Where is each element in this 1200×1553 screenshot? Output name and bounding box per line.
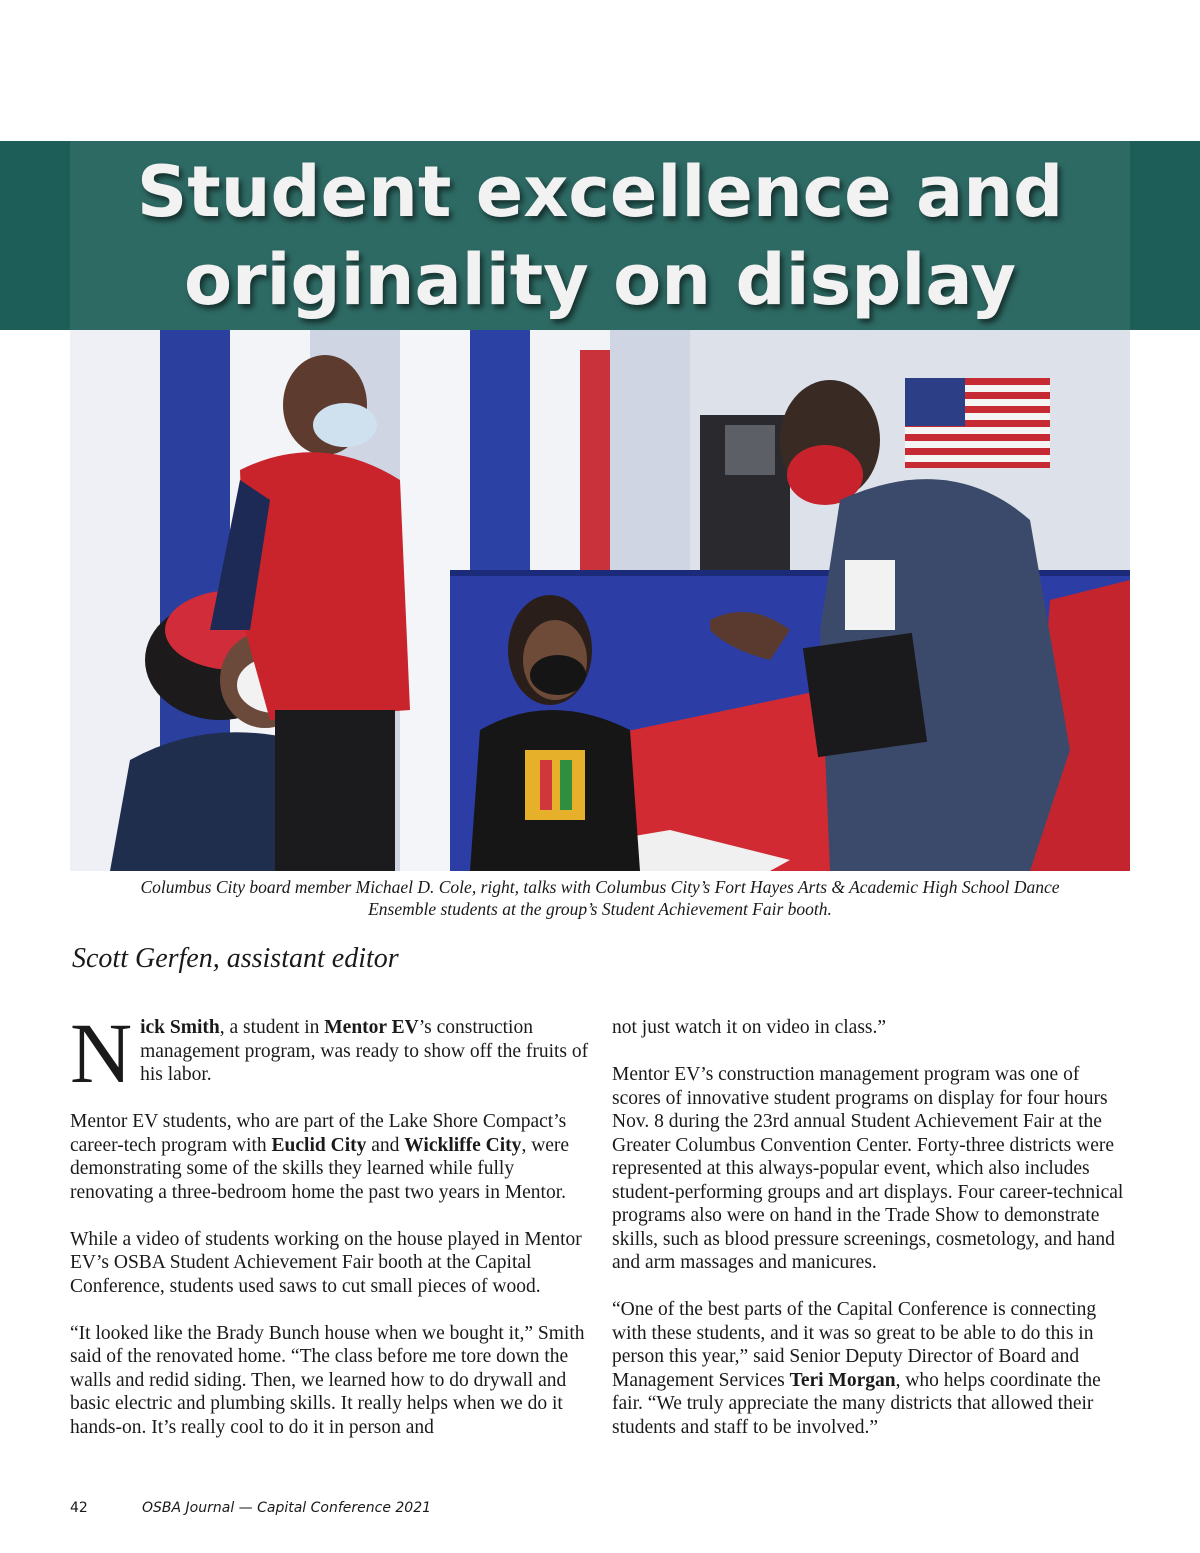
article-photo: [70, 330, 1130, 871]
paragraph-4: “It looked like the Brady Bunch house when we bought it,” Smith said of the renovated home. “The class before me tore down the walls and redid siding. Then, we learned how to do drywall and basic electric and plumbing skills. It really helps when we do it hands-on. It’s really cool to do it in person and: [70, 1322, 585, 1438]
paragraph-5: not just watch it on video in class.”: [612, 1017, 887, 1038]
name-mentor-ev: Mentor EV: [324, 1017, 419, 1038]
name-teri-morgan: Teri Morgan: [789, 1369, 896, 1391]
paragraph-text: ’s construction management program, was ready to show off the fruits of his labor.: [140, 1017, 589, 1085]
title-line-1: Student excellence and: [136, 151, 1064, 233]
photo-image: [70, 330, 1130, 871]
name-wickliffe-city: Wickliffe City: [404, 1134, 522, 1156]
paragraph-text: Mentor EV students, who are part of the Lake Shore Compact’s career-tech program with: [70, 1111, 567, 1156]
caption-line-1: Columbus City board member Michael D. Cole, right, talks with Columbus City’s Fort Hayes Arts & Academic High School Dance: [140, 877, 1060, 897]
paragraph-6: Mentor EV’s construction management program was one of scores of innovative student programs on display for four hours Nov. 8 during the 23rd annual Student Achievement Fair at the Greater Columbus Convention Center. Forty-three districts were represented at this always-popular event, which also includes student-performing groups and art displays. Four career-technical programs also were on hand in the Trade Show to demonstrate skills, such as blood pressure screenings, cosmetology, and hand and arm massages and manicures.: [612, 1064, 1124, 1273]
paragraph-text: , who helps coordinate the fair. “We truly appreciate the many districts that allowed their students and staff to be involved.”: [612, 1369, 1101, 1438]
byline: Scott Gerfen, assistant editor: [72, 943, 399, 974]
name-nick-smith: ick Smith: [140, 1017, 220, 1038]
drop-cap: N: [70, 1005, 133, 1101]
article-column-right: [612, 1016, 1132, 1463]
caption-line-2: Ensemble students at the group’s Student Achievement Fair booth.: [368, 899, 832, 919]
paragraph-text: , were demonstrating some of the skills they learned while fully renovating a three-bedroom home the past two years in Mentor.: [70, 1134, 570, 1203]
photo-caption: [70, 876, 1130, 920]
paragraph-7: [612, 1298, 1132, 1439]
paragraph-text: , a student in: [219, 1017, 325, 1038]
paragraph-text: and: [366, 1134, 405, 1156]
journal-name: OSBA Journal — Capital Conference 2021: [142, 1500, 432, 1516]
paragraph-text: “One of the best parts of the Capital Conference is connecting with these students, and it was so great to be able to do this in person this year,” said Senior Deputy Director of Board and Management Services: [612, 1299, 1097, 1391]
paragraph-2: [70, 1110, 590, 1204]
page-number: 42: [70, 1500, 88, 1516]
paragraph-1: [70, 1005, 590, 1101]
name-euclid-city: Euclid City: [271, 1134, 367, 1156]
title-line-2: originality on display: [183, 239, 1017, 321]
page-footer: [70, 1500, 431, 1516]
article-column-left: [70, 1005, 590, 1463]
article-title: [70, 148, 1130, 324]
paragraph-3: While a video of students working on the house played in Mentor EV’s OSBA Student Achievement Fair booth at the Capital Conference, students used saws to cut small pieces of wood.: [70, 1228, 582, 1297]
